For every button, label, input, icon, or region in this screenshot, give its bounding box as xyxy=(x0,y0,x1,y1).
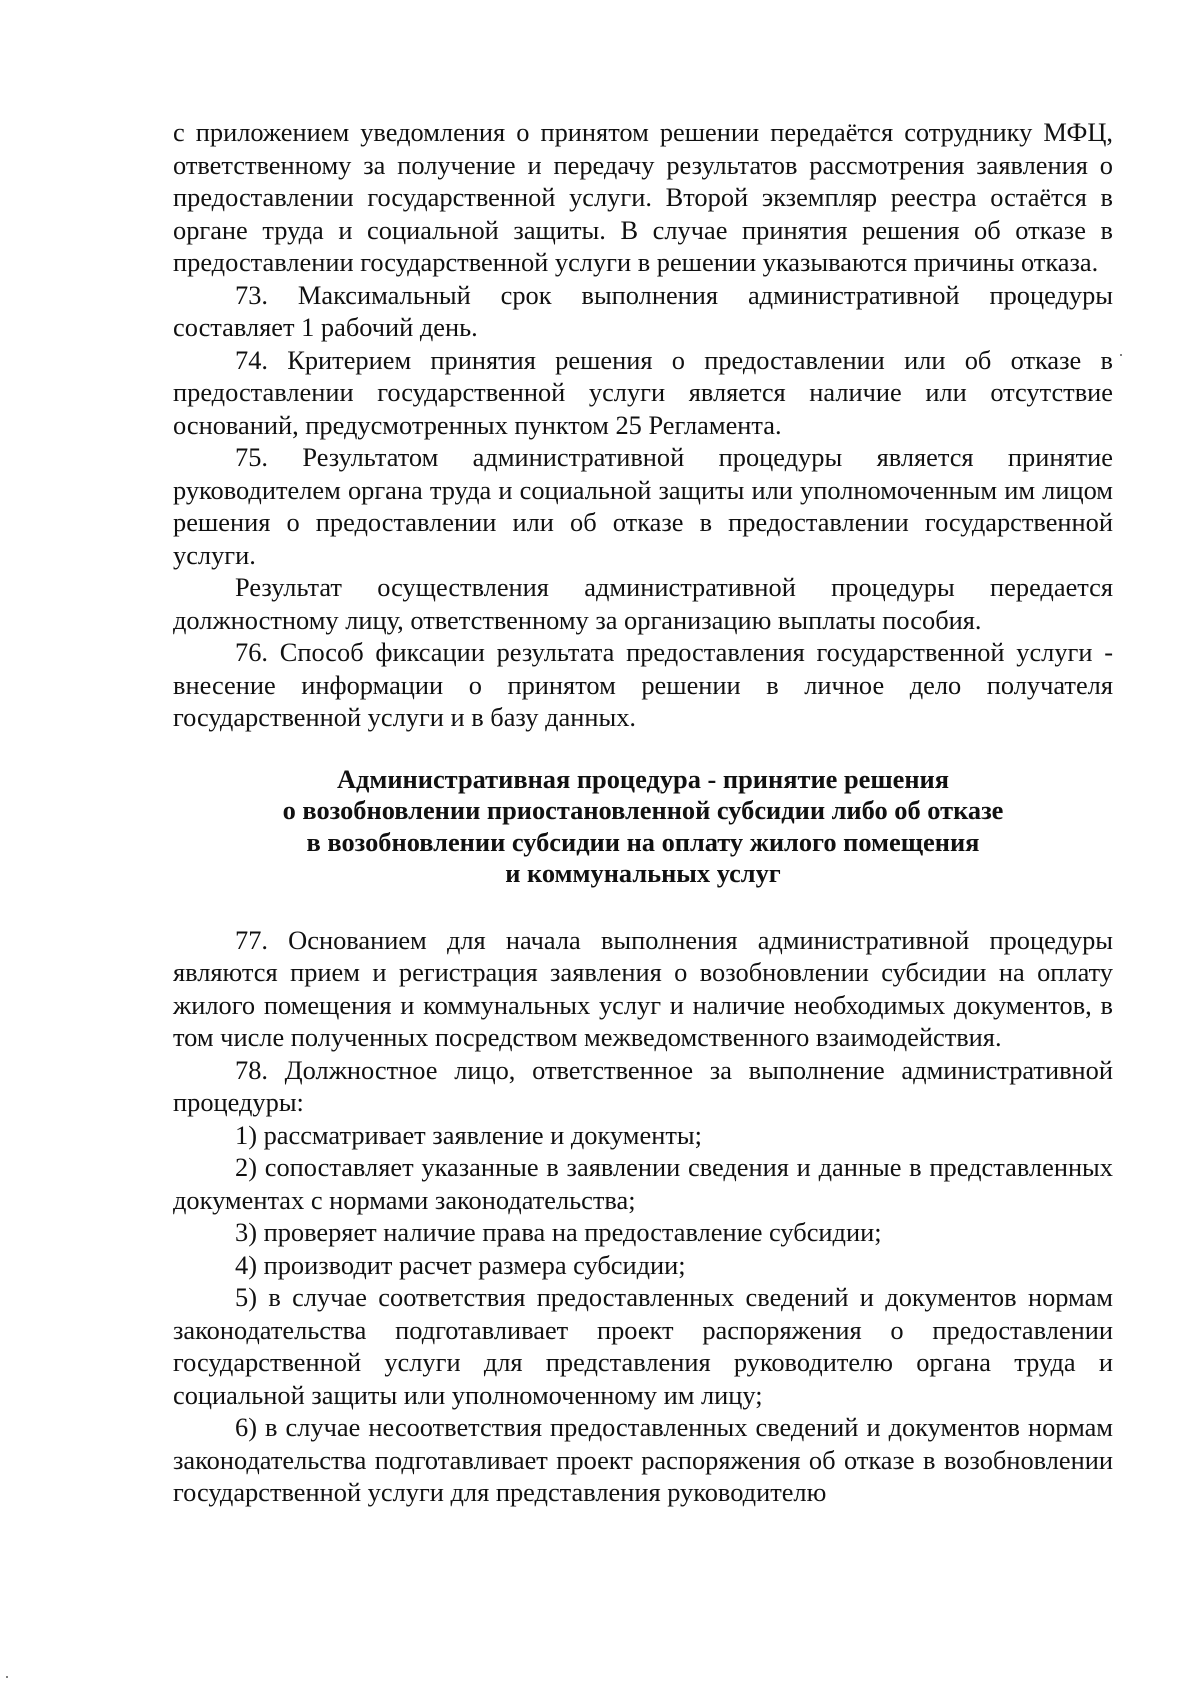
list-item-6: 6) в случае несоответствия предоставленных сведений и документов нормам законодательства подготавливает проект распоряжения об отказе в возобновлении государственной услуги для представления руководителю xyxy=(173,1412,1113,1507)
scan-speck xyxy=(1120,354,1122,356)
paragraph-75-result: Результат осуществления административной процедуры передается должностному лицу, ответственному за организацию выплаты пособия. xyxy=(173,572,1113,635)
list-item-4: 4) производит расчет размера субсидии; xyxy=(235,1249,686,1280)
section-heading-line: в возобновлении субсидии на оплату жилого помещения xyxy=(306,826,980,857)
section-heading-line: о возобновлении приостановленной субсидии либо об отказе xyxy=(282,795,1004,825)
paragraph-76: 76. Способ фиксации результата предоставления государственной услуги - внесение информации о принятом решении в личное дело получателя государственной услуги и в базу данных. xyxy=(173,637,1113,732)
list-item-5: 5) в случае соответствия предоставленных сведений и документов нормам законодательства подготавливает проект распоряжения о предоставлении государственной услуги для представления руководителю органа труда и социальной защиты или уполномоченному им лицу; xyxy=(173,1282,1113,1410)
scan-speck xyxy=(6,1676,8,1678)
document-body xyxy=(173,116,1113,1509)
paragraph-73: 73. Максимальный срок выполнения административной процедуры составляет 1 рабочий день. xyxy=(173,279,1113,342)
paragraph-77: 77. Основанием для начала выполнения административной процедуры являются прием и регистрация заявления о возобновлении субсидии на оплату жилого помещения и коммунальных услуг и наличие необходимых документов, в том числе полученных посредством межведомственного взаимодействия. xyxy=(173,924,1113,1052)
section-heading-line: Административная процедура - принятие решения xyxy=(336,763,950,794)
list-item-3: 3) проверяет наличие права на предоставление субсидии; xyxy=(235,1217,882,1247)
paragraph-continuation: с приложением уведомления о принятом решении передаётся сотруднику МФЦ, ответственному за получение и передачу результатов рассмотрения заявления о предоставлении государственной услуги. Второй экземпляр реестра остаётся в органе труда и социальной защиты. В случае принятия решения об отказе в предоставлении государственной услуги в решении указываются причины отказа. xyxy=(173,117,1113,277)
section-heading xyxy=(173,764,1113,890)
paragraph-74: 74. Критерием принятия решения о предоставлении или об отказе в предоставлении государственной услуги является наличие или отсутствие оснований, предусмотренных пунктом 25 Регламента. xyxy=(173,344,1113,440)
paragraph-78: 78. Должностное лицо, ответственное за выполнение административной процедуры: xyxy=(173,1054,1113,1117)
list-item-1: 1) рассматривает заявление и документы; xyxy=(235,1119,702,1150)
paragraph-75: 75. Результатом административной процедуры является принятие руководителем органа труда и социальной защиты или уполномоченным им лицом решения о предоставлении или об отказе в предоставлении государственной услуги. xyxy=(173,442,1113,570)
section-heading-line: и коммунальных услуг xyxy=(505,858,781,888)
list-item-2: 2) сопоставляет указанные в заявлении сведения и данные в представленных документах с нормами законодательства; xyxy=(173,1152,1113,1215)
